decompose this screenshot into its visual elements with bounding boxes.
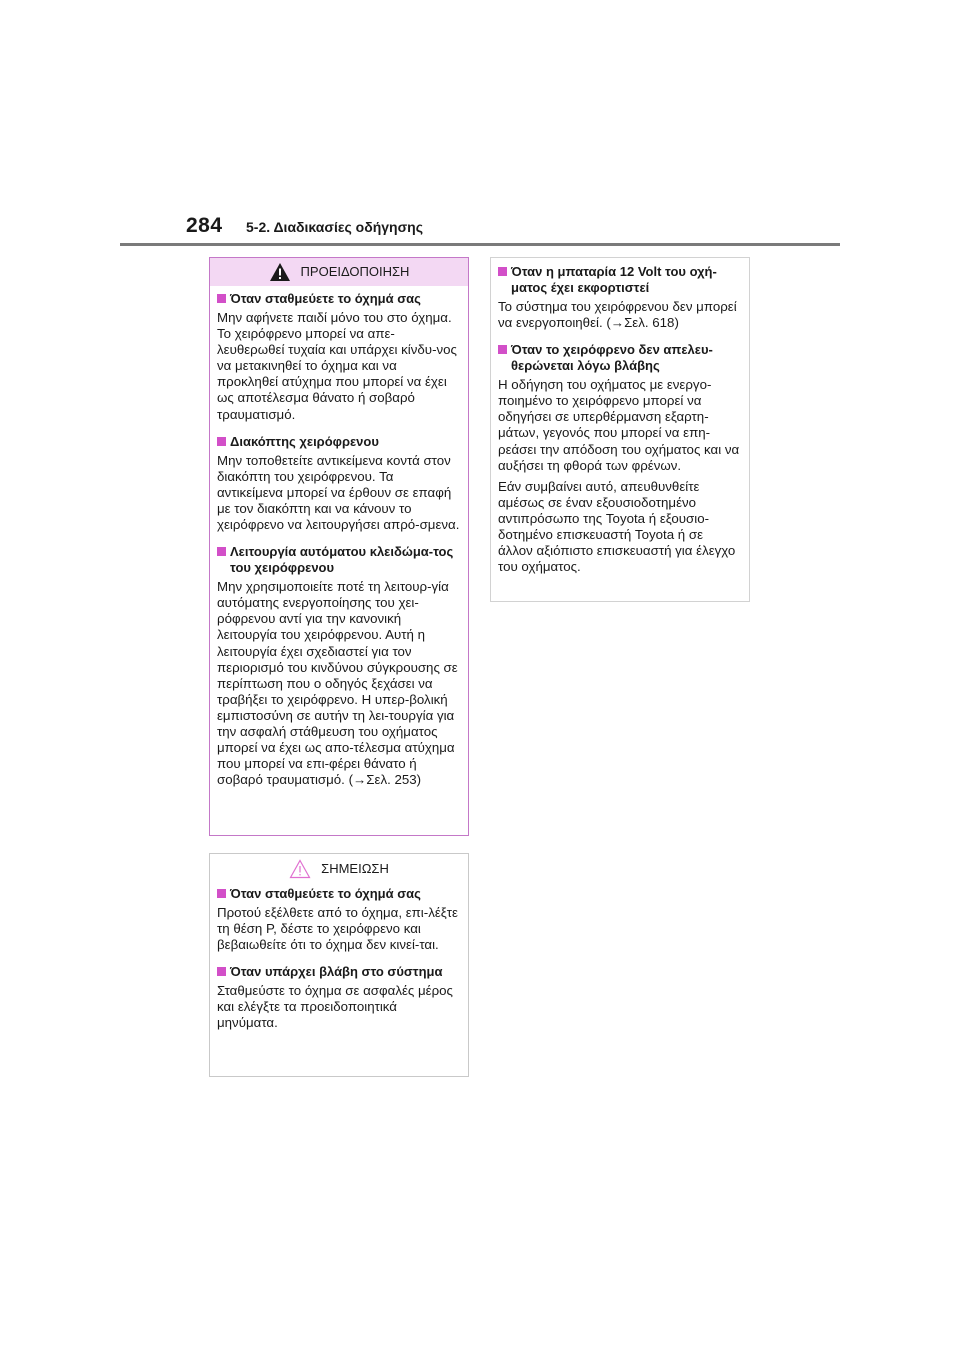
- note-box-header: [210, 854, 468, 884]
- square-bullet-icon: [217, 437, 226, 446]
- heading-text: Όταν η μπαταρία 12 Volt του οχή-ματος έχει εκφορτιστεί: [511, 264, 717, 295]
- warning-section-heading: [217, 544, 460, 576]
- square-bullet-icon: [217, 967, 226, 976]
- square-bullet-icon: [498, 345, 507, 354]
- warning-section-heading: [217, 291, 460, 307]
- square-bullet-icon: [498, 267, 507, 276]
- note-section-heading: [217, 964, 460, 980]
- warning-paragraph: Μην χρησιμοποιείτε ποτέ τη λειτουρ-γία αυτόματης ενεργοποίησης του χει-ρόφρενου αντί για την κανονική λειτουργία του χειρόφρενου. Αυτή η λειτουργία έχει σχεδιαστεί για τον περιορισμό του κινδύνου σύγκρουσης σε περίπτωση που ο οδηγός ξεχάσει να τραβήξει το χειρόφρενο. Η υπερ-βολική εμπιστοσύνη σε αυτήν τη λει-τουργία για την ασφαλή στάθμευση του οχήματος μπορεί να έχει ως απο-τέλεσμα ατύχημα που μπορεί να επι-φέρει θάνατο ή σοβαρό τραυματισμό. (→Σελ. 253): [217, 579, 458, 788]
- warning-paragraph: Μην τοποθετείτε αντικείμενα κοντά στον διακόπτη του χειρόφρενου. Τα αντικείμενα μπορεί να έρθουν σε επαφή με τον διακόπτη και να κάνουν το χειρόφρενο να λειτουργήσει απρό-σμενα.: [217, 452, 460, 533]
- heading-text: Όταν σταθμεύετε το όχημά σας: [230, 291, 421, 306]
- warning-box-title: ΠΡΟΕΙΔΟΠΟΙΗΣΗ: [300, 264, 410, 279]
- warning-paragraph: Μην αφήνετε παιδί μόνο του στο όχημα. Το χειρόφρενο μπορεί να απε-λευθερωθεί τυχαία και υπάρχει κίνδυ-νος να μετακινηθεί το όχημα και να προκληθεί ατύχημα που μπορεί να έχει ως αποτέλεσμα θάνατο ή σοβαρό τραυματισμό.: [217, 310, 457, 422]
- square-bullet-icon: [217, 547, 226, 556]
- note-section-heading: [217, 886, 460, 902]
- heading-text: Όταν υπάρχει βλάβη στο σύστημα: [230, 964, 443, 980]
- header-divider: [120, 243, 840, 246]
- info-box: [490, 257, 750, 602]
- warning-triangle-icon: [269, 262, 291, 282]
- page-number: 284: [186, 214, 223, 237]
- info-paragraph: Η οδήγηση του οχήματος με ενεργο-ποιημένο το χειρόφρενο μπορεί να οδηγήσει σε υπερθέρμανση εξαρτη-μάτων, γεγονός που μπορεί να επη-ρεάσει την απόδοση του οχήματος και να αυξήσει τη φθορά των φρένων.: [498, 377, 740, 473]
- warning-section-heading: [217, 434, 460, 450]
- note-paragraph: Σταθμεύστε το όχημα σε ασφαλές μέρος και ελέγξτε τα προειδοποιητικά μηνύματα.: [217, 983, 453, 1031]
- info-section-heading: [498, 264, 741, 296]
- info-paragraph: Το σύστημα του χειρόφρενου δεν μπορεί να ενεργοποιηθεί. (→Σελ. 618): [498, 299, 737, 331]
- section-title: 5-2. Διαδικασίες οδήγησης: [246, 219, 424, 235]
- info-paragraph: Εάν συμβαίνει αυτό, απευθυνθείτε αμέσως σε έναν εξουσιοδοτημένο αντιπρόσωπο της Toyota ή εξουσιο-δοτημένο επισκευαστή Toyota ή σε άλλον αξιόπιστο επισκευαστή για έλεγχο του οχήματος.: [498, 478, 736, 575]
- heading-text: Διακόπτης χειρόφρενου: [230, 433, 379, 449]
- warning-box: [209, 257, 469, 836]
- note-box-title: ΣΗΜΕΙΩΣΗ: [321, 861, 389, 876]
- note-paragraph: Προτού εξέλθετε από το όχημα, επι-λέξτε τη θέση P, δέστε το χειρόφρενο και βεβαιωθείτε ότι το όχημα δεν κινεί-ται.: [217, 905, 458, 953]
- info-section-heading: [498, 342, 741, 374]
- heading-text: Λειτουργία αυτόματου κλειδώμα-τος του χειρόφρενου: [230, 544, 454, 576]
- square-bullet-icon: [217, 294, 226, 303]
- caution-outline-icon: [289, 859, 311, 879]
- square-bullet-icon: [217, 889, 226, 898]
- warning-box-header: [210, 258, 468, 286]
- heading-text: Όταν το χειρόφρενο δεν απελευ-θερώνεται λόγω βλάβης: [511, 342, 713, 374]
- heading-text: Όταν σταθμεύετε το όχημά σας: [230, 886, 421, 901]
- note-box: [209, 853, 469, 1077]
